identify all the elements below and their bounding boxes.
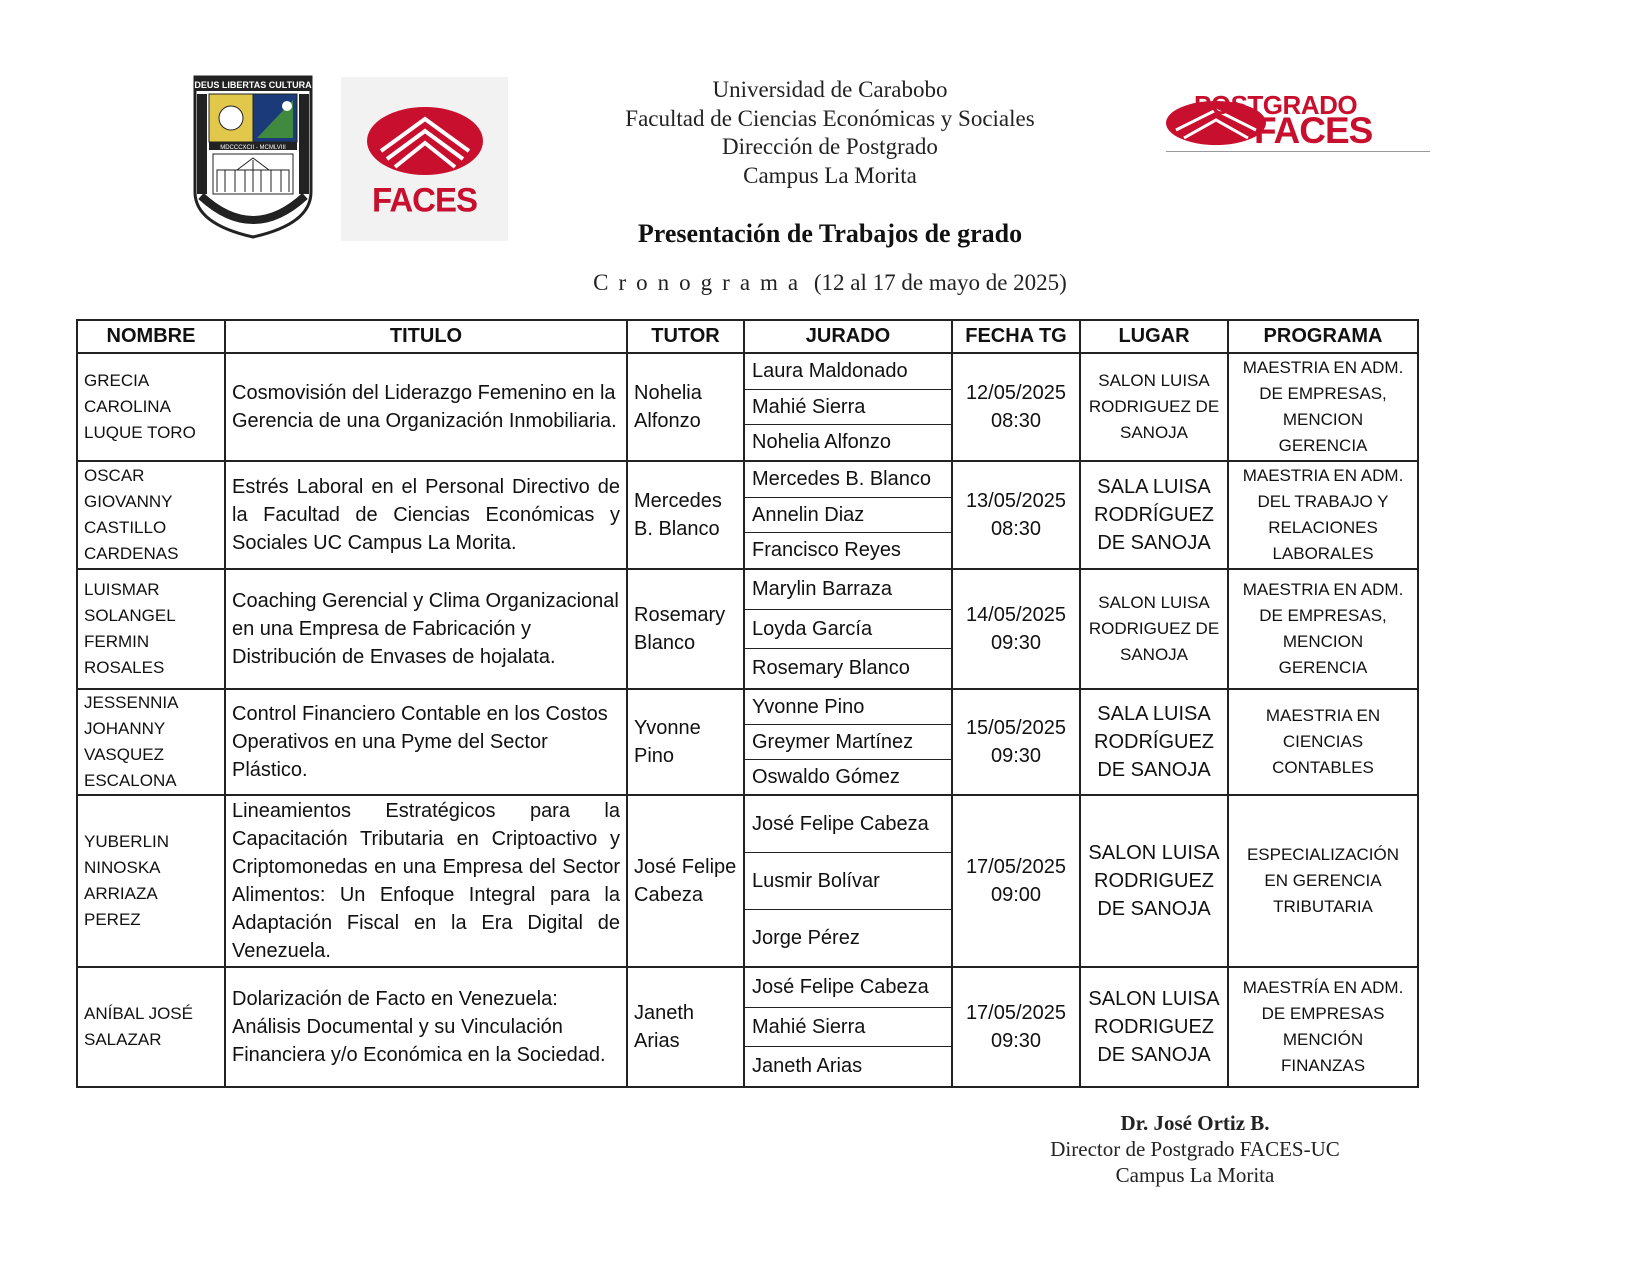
lugar-line: SALON LUISA — [1098, 593, 1210, 612]
cell-fecha — [952, 689, 1080, 795]
cell-tutor — [627, 689, 744, 795]
table-row — [77, 353, 1418, 461]
jurado-member: Lusmir Bolívar — [745, 853, 951, 910]
jurado-member: Jorge Pérez — [752, 926, 860, 949]
programa-line: FINANZAS — [1280, 1056, 1366, 1075]
nombre-line: FERMIN — [84, 632, 150, 651]
fecha-date: 17/05/2025 — [965, 856, 1067, 878]
lugar-line: RODRÍGUEZ — [1094, 731, 1214, 753]
tutor-line: Pino — [634, 745, 675, 767]
subtitle-cronograma: Cronograma — [593, 270, 809, 295]
nombre-line: CARDENAS — [84, 544, 179, 563]
programa-line: DEL TRABAJO Y — [1257, 492, 1389, 511]
cell-nombre — [77, 689, 225, 795]
jurado-member: Annelin Diaz — [745, 498, 951, 534]
cell-programa — [1228, 967, 1418, 1087]
cell-fecha — [952, 967, 1080, 1087]
lugar-line: RODRIGUEZ — [1094, 870, 1214, 892]
fecha-time: 09:00 — [990, 884, 1042, 906]
jurado-member: Greymer Martínez — [745, 725, 951, 760]
cell-tutor — [627, 569, 744, 689]
subtitle-dates: (12 al 17 de mayo de 2025) — [813, 270, 1067, 295]
jurado-member: Mercedes B. Blanco — [745, 462, 951, 498]
seal-date-text: MDCCCXCII - MCMLVIII — [220, 145, 286, 151]
tutor-line: Blanco — [634, 632, 696, 654]
lugar-line: SALON LUISA — [1098, 371, 1210, 390]
jurado-member: Mahié Sierra — [745, 1008, 951, 1048]
programa-line: ESPECIALIZACIÓN — [1246, 845, 1400, 864]
jurado-member: Francisco Reyes — [752, 539, 901, 562]
faces-logo-text: FACES — [371, 180, 478, 219]
programa-line: CONTABLES — [1272, 758, 1374, 777]
university-name: Universidad de Carabobo — [712, 77, 948, 102]
programa-line: MENCION — [1282, 632, 1364, 651]
nombre-line: LUQUE TORO — [84, 423, 196, 442]
programa-line: DE EMPRESAS, — [1259, 606, 1387, 625]
nombre-line: JESSENNIA — [84, 693, 179, 712]
jurado-member: Janeth Arias — [752, 1055, 863, 1078]
lugar-line: SANOJA — [1119, 423, 1189, 442]
jurado-member: José Felipe Cabeza — [745, 968, 951, 1008]
programa-line: GERENCIA — [1278, 436, 1368, 455]
cell-nombre — [77, 967, 225, 1087]
cell-nombre — [77, 795, 225, 967]
cell-lugar — [1080, 689, 1228, 795]
column-header-fecha-tg: FECHA TG — [952, 320, 1080, 353]
fecha-time: 09:30 — [990, 632, 1042, 654]
cell-nombre — [77, 461, 225, 569]
cell-fecha — [952, 569, 1080, 689]
nombre-line: LUISMAR — [84, 580, 160, 599]
signatory-position: Director de Postgrado FACES-UC — [1050, 1137, 1340, 1161]
cell-jurado — [744, 795, 952, 967]
fecha-time: 09:30 — [990, 745, 1042, 767]
nombre-line: GIOVANNY — [84, 492, 173, 511]
jurado-member: Oswaldo Gómez — [752, 765, 900, 788]
cell-jurado — [744, 353, 952, 461]
lugar-line: SALON LUISA — [1088, 842, 1220, 864]
postgrado-logo-underline — [1166, 151, 1430, 152]
signatory-campus: Campus La Morita — [1115, 1163, 1275, 1187]
nombre-line: YUBERLIN — [84, 832, 170, 851]
cell-fecha — [952, 353, 1080, 461]
cell-jurado — [744, 967, 952, 1087]
lugar-line: RODRÍGUEZ — [1094, 504, 1214, 526]
cell-lugar — [1080, 967, 1228, 1087]
institution-header — [560, 76, 1100, 190]
cell-titulo: Coaching Gerencial y Clima Organizacional en una Empresa de Fabricación y Distribución de Envases de hojalata. — [225, 569, 627, 689]
lugar-line: SANOJA — [1119, 645, 1189, 664]
programa-line: CIENCIAS — [1282, 732, 1364, 751]
programa-line: GERENCIA — [1278, 658, 1368, 677]
fecha-date: 12/05/2025 — [965, 382, 1067, 404]
nombre-line: VASQUEZ — [84, 745, 164, 764]
jurado-member: Loyda García — [745, 610, 951, 650]
tutor-line: Mercedes — [634, 490, 722, 512]
column-header-tutor: TUTOR — [627, 320, 744, 353]
cell-lugar — [1080, 461, 1228, 569]
cell-programa — [1228, 461, 1418, 569]
column-header-lugar: LUGAR — [1080, 320, 1228, 353]
programa-line: MENCION — [1282, 410, 1364, 429]
schedule-table — [76, 319, 1419, 1088]
lugar-line: RODRIGUEZ — [1094, 1016, 1214, 1038]
cell-tutor — [627, 353, 744, 461]
tutor-line: B. Blanco — [634, 518, 720, 540]
jurado-member: Yvonne Pino — [745, 690, 951, 725]
table-row — [77, 461, 1418, 569]
department-name: Dirección de Postgrado — [722, 134, 938, 159]
programa-line: RELACIONES — [1268, 518, 1378, 537]
campus-name: Campus La Morita — [743, 162, 917, 188]
jurado-member: José Felipe Cabeza — [745, 796, 951, 853]
cell-lugar — [1080, 795, 1228, 967]
jurado-member: Rosemary Blanco — [752, 657, 910, 680]
cell-lugar — [1080, 569, 1228, 689]
table-row — [77, 967, 1418, 1087]
cell-jurado — [744, 461, 952, 569]
cell-programa — [1228, 569, 1418, 689]
programa-line: DE EMPRESAS, — [1259, 384, 1387, 403]
nombre-line: GRECIA — [84, 371, 150, 390]
cell-tutor — [627, 461, 744, 569]
tutor-line: Alfonzo — [634, 410, 701, 432]
universidad-de-carabobo-seal — [191, 74, 315, 240]
fecha-date: 17/05/2025 — [965, 1002, 1067, 1024]
jurado-member: Laura Maldonado — [745, 354, 951, 390]
cell-tutor — [627, 795, 744, 967]
cell-jurado — [744, 569, 952, 689]
table-header-row — [77, 320, 1418, 353]
document-title: Presentación de Trabajos de grado — [637, 219, 1023, 248]
faculty-name: Facultad de Ciencias Económicas y Sociales — [625, 105, 1035, 131]
nombre-line: SOLANGEL — [84, 606, 176, 625]
tutor-line: José Felipe — [634, 856, 737, 878]
tutor-line: Arias — [634, 1030, 680, 1052]
table-row — [77, 689, 1418, 795]
cell-fecha — [952, 795, 1080, 967]
fecha-time: 08:30 — [990, 518, 1042, 540]
fecha-date: 13/05/2025 — [965, 490, 1067, 512]
faces-logo — [341, 77, 508, 241]
jurado-member: Marylin Barraza — [745, 570, 951, 610]
table-row — [77, 795, 1418, 967]
programa-line: MAESTRÍA EN ADM. — [1242, 978, 1404, 997]
nombre-line: ANÍBAL JOSÉ — [84, 1004, 193, 1023]
fecha-time: 09:30 — [990, 1030, 1042, 1052]
programa-line: MAESTRIA EN ADM. — [1242, 358, 1404, 377]
programa-line: MENCIÓN — [1282, 1030, 1364, 1049]
nombre-line: CAROLINA — [84, 397, 171, 416]
programa-line: MAESTRIA EN — [1265, 706, 1381, 725]
nombre-line: JOHANNY — [84, 719, 166, 738]
cell-lugar — [1080, 353, 1228, 461]
document-subtitle — [540, 270, 1120, 296]
nombre-line: SALAZAR — [84, 1030, 162, 1049]
lugar-line: DE SANOJA — [1097, 759, 1211, 781]
fecha-time: 08:30 — [990, 410, 1042, 432]
nombre-line: OSCAR — [84, 466, 145, 485]
programa-line: MAESTRIA EN ADM. — [1242, 580, 1404, 599]
lugar-line: SALA LUISA — [1097, 703, 1211, 725]
signature-block — [990, 1110, 1400, 1188]
cell-titulo: Lineamientos Estratégicos para la Capacitación Tributaria en Criptoactivo y Criptomonedas en una Empresa del Sector Alimentos: Un Enfoque Integral para la Adaptación Fiscal en la Era Digital de Venezuela. — [225, 795, 627, 967]
programa-line: EN GERENCIA — [1264, 871, 1382, 890]
jurado-member: Nohelia Alfonzo — [752, 431, 891, 454]
programa-line: LABORALES — [1272, 544, 1374, 563]
tutor-line: Nohelia — [634, 382, 702, 404]
tutor-line: Janeth — [634, 1002, 695, 1024]
fecha-date: 14/05/2025 — [965, 604, 1067, 626]
cell-fecha — [952, 461, 1080, 569]
cell-programa — [1228, 353, 1418, 461]
column-header-nombre: NOMBRE — [77, 320, 225, 353]
lugar-line: DE SANOJA — [1097, 898, 1211, 920]
faces-logo-word: FACES — [1254, 110, 1373, 151]
cell-titulo: Dolarización de Facto en Venezuela: Análisis Documental y su Vinculación Financiera y/o Económica en la Sociedad. — [225, 967, 627, 1087]
lugar-line: SALON LUISA — [1088, 988, 1220, 1010]
column-header-titulo: TITULO — [225, 320, 627, 353]
cell-programa — [1228, 795, 1418, 967]
cell-titulo: Cosmovisión del Liderazgo Femenino en la Gerencia de una Organización Inmobiliaria. — [225, 353, 627, 461]
postgrado-logo-word: POSTGRADO — [1194, 90, 1358, 120]
lugar-line: RODRIGUEZ DE — [1088, 397, 1220, 416]
column-header-programa: PROGRAMA — [1228, 320, 1418, 353]
cell-titulo: Estrés Laboral en el Personal Directivo de la Facultad de Ciencias Económicas y Sociales UC Campus La Morita. — [225, 461, 627, 569]
nombre-line: NINOSKA — [84, 858, 161, 877]
seal-top-text: DEUS LIBERTAS CULTURA — [194, 80, 312, 90]
tutor-line: Cabeza — [634, 884, 703, 906]
nombre-line: ROSALES — [84, 658, 165, 677]
signatory-name: Dr. José Ortiz B. — [1120, 1111, 1270, 1135]
programa-line: TRIBUTARIA — [1273, 897, 1373, 916]
postgrado-faces-logo — [1166, 90, 1434, 154]
tutor-line: Yvonne — [634, 717, 701, 739]
cell-programa — [1228, 689, 1418, 795]
cell-nombre — [77, 353, 225, 461]
jurado-member: Mahié Sierra — [745, 390, 951, 426]
lugar-line: SALA LUISA — [1097, 476, 1211, 498]
table-row — [77, 569, 1418, 689]
cell-jurado — [744, 689, 952, 795]
lugar-line: DE SANOJA — [1097, 1044, 1211, 1066]
nombre-line: CASTILLO — [84, 518, 167, 537]
cell-tutor — [627, 967, 744, 1087]
programa-line: MAESTRIA EN ADM. — [1242, 466, 1404, 485]
faces-emblem-icon — [365, 105, 485, 177]
tutor-line: Rosemary — [634, 604, 726, 626]
fecha-date: 15/05/2025 — [965, 717, 1067, 739]
nombre-line: ARRIAZA PEREZ — [84, 884, 157, 929]
programa-line: DE EMPRESAS — [1261, 1004, 1385, 1023]
cell-titulo: Control Financiero Contable en los Costos Operativos en una Pyme del Sector Plástico. — [225, 689, 627, 795]
lugar-line: RODRIGUEZ DE — [1088, 619, 1220, 638]
cell-nombre — [77, 569, 225, 689]
column-header-jurado: JURADO — [744, 320, 952, 353]
lugar-line: DE SANOJA — [1097, 532, 1211, 554]
nombre-line: ESCALONA — [84, 771, 177, 790]
